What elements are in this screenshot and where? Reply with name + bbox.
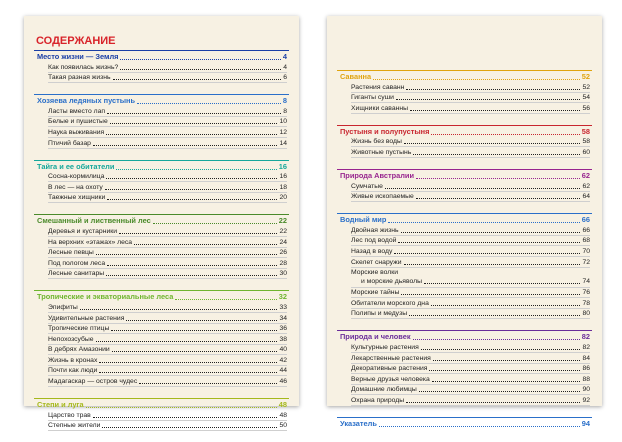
- toc-entry: [48, 313, 287, 324]
- toc-entry: [351, 309, 590, 320]
- toc-entry-page-number: 62: [582, 182, 590, 190]
- toc-entry: [351, 257, 590, 268]
- toc-entry-title: Растения саванн: [351, 83, 405, 91]
- dot-leader: [102, 427, 277, 428]
- dot-leader: [401, 294, 580, 295]
- toc-entry-page-number: 38: [279, 335, 287, 343]
- dot-leader: [153, 223, 277, 224]
- toc-entry-page-number: 52: [582, 83, 590, 91]
- toc-entry-page-number: 36: [279, 325, 287, 333]
- toc-entry: [351, 103, 590, 114]
- toc-entry-page-number: 84: [582, 354, 590, 362]
- right-toc: [337, 70, 592, 440]
- section-page-number: 48: [278, 400, 287, 410]
- toc-entry-title: Живые ископаемые: [351, 193, 414, 201]
- toc-entry-page-number: 76: [582, 289, 590, 297]
- dot-leader: [137, 103, 281, 104]
- dot-leader: [107, 113, 281, 114]
- toc-entry-title: Царство трав: [48, 411, 91, 419]
- dot-leader: [404, 143, 581, 144]
- toc-section: [34, 94, 289, 148]
- toc-entry: [351, 268, 590, 288]
- toc-entry-title: Как появилась жизнь?: [48, 63, 119, 71]
- dot-leader: [433, 360, 581, 361]
- toc-entry: [351, 395, 590, 406]
- toc-entry-title: Ласты вместо лап: [48, 107, 106, 115]
- dot-leader: [120, 69, 281, 70]
- section-page-number: 22: [278, 216, 287, 226]
- toc-entry-page-number: 8: [283, 107, 287, 115]
- toc-entry-title: Белые и пушистые: [48, 118, 108, 126]
- toc-entry-title: Под пологом леса: [48, 259, 106, 267]
- dot-leader: [409, 315, 580, 316]
- toc-entry-title: Верные друзья человека: [351, 375, 430, 383]
- section-heading: [34, 51, 289, 62]
- section-heading: [337, 126, 592, 137]
- toc-entry-title: В лес — на охоту: [48, 183, 103, 191]
- toc-entry-title: Сосна-кормилица: [48, 173, 105, 181]
- toc-entry-page-number: 72: [582, 258, 590, 266]
- dot-leader: [413, 339, 580, 340]
- dot-leader: [111, 330, 277, 331]
- toc-section: [337, 125, 592, 158]
- toc-entry-page-number: 64: [582, 193, 590, 201]
- toc-entry: [351, 192, 590, 203]
- section-page-number: 4: [282, 52, 287, 61]
- dot-leader: [175, 299, 276, 300]
- toc-entry-title: Лесные санитары: [48, 270, 105, 278]
- section-heading: [337, 170, 592, 181]
- toc-entry: [351, 82, 590, 93]
- toc-entry: [48, 269, 287, 280]
- dot-leader: [404, 264, 581, 265]
- dot-leader: [416, 178, 580, 179]
- dot-leader: [413, 154, 580, 155]
- dot-leader: [106, 275, 277, 276]
- toc-entry-lines: [351, 268, 590, 287]
- dot-leader: [112, 351, 278, 352]
- toc-entry-page-number: 82: [582, 343, 590, 351]
- toc-entry-title: Таежные хищники: [48, 194, 106, 202]
- toc-entry-page-number: 54: [582, 94, 590, 102]
- toc-entry-page-number: 30: [279, 270, 287, 278]
- toc-entry-title: Морские волки: [351, 268, 399, 276]
- toc-entry-page-number: 92: [582, 396, 590, 404]
- dot-leader: [120, 59, 280, 60]
- dot-leader: [424, 283, 580, 284]
- toc-entry: [48, 302, 287, 313]
- section-page-number: 94: [581, 418, 590, 428]
- toc-entry-title: Тропические птицы: [48, 325, 110, 333]
- toc-entry: [351, 353, 590, 364]
- toc-section: [337, 213, 592, 319]
- toc-section: [337, 70, 592, 114]
- dot-leader: [394, 253, 580, 254]
- toc-entry: [351, 298, 590, 309]
- toc-entry-page-number: 34: [279, 314, 287, 322]
- toc-entry: [48, 127, 287, 138]
- toc-entry: [351, 342, 590, 353]
- toc-entry: [48, 193, 287, 204]
- toc-entry-page-number: 50: [279, 422, 287, 430]
- toc-entry-title: Наука выживания: [48, 128, 105, 136]
- dot-leader: [110, 123, 278, 124]
- section-page-number: 62: [581, 170, 590, 180]
- toc-entry: [48, 117, 287, 128]
- toc-entry-page-number: 40: [279, 346, 287, 354]
- dot-leader: [105, 189, 278, 190]
- toc-entry-page-number: 42: [279, 356, 287, 364]
- section-page-number: 52: [581, 72, 590, 81]
- toc-entry: [48, 355, 287, 366]
- toc-entry-page-number: 90: [582, 386, 590, 394]
- section-heading: [34, 291, 289, 302]
- toc-entry-title: Степные жители: [48, 422, 101, 430]
- toc-section: [34, 290, 289, 387]
- toc-entry-title: Сумчатые: [351, 182, 383, 190]
- toc-entry: [48, 138, 287, 149]
- toc-entry: [351, 374, 590, 385]
- dot-leader: [99, 362, 277, 363]
- dot-leader: [116, 169, 276, 170]
- dot-leader: [93, 145, 278, 146]
- dot-leader: [396, 99, 581, 100]
- dot-leader: [113, 79, 282, 80]
- toc-entry: [48, 182, 287, 193]
- left-page: [24, 16, 299, 430]
- section-title: Тропические и экваториальные леса: [37, 292, 174, 302]
- toc-entry-page-number: 46: [279, 378, 287, 386]
- dot-leader: [134, 244, 277, 245]
- toc-entry-title-continued: и морские дьяволы: [361, 277, 422, 285]
- toc-entry-page-number: 66: [582, 226, 590, 234]
- section-title: Пустыня и полупустыня: [340, 126, 430, 136]
- toc-entry-title: Лекарственные растения: [351, 354, 431, 362]
- toc-section: [34, 50, 289, 83]
- toc-entry-title: Животные пустынь: [351, 148, 412, 156]
- toc-entry-page-number: 86: [582, 365, 590, 373]
- toc-entry-line2: [361, 277, 590, 286]
- toc-entry-page-number: 10: [279, 118, 287, 126]
- toc-entry: [48, 62, 287, 73]
- toc-entry-title: Жизнь в кронах: [48, 356, 98, 364]
- dot-leader: [401, 232, 581, 233]
- dot-leader: [93, 417, 278, 418]
- toc-entry: [48, 172, 287, 183]
- toc-section: [34, 160, 289, 204]
- dot-leader: [106, 178, 277, 179]
- dot-leader: [419, 391, 581, 392]
- toc-entry: [351, 225, 590, 236]
- toc-entry: [351, 181, 590, 192]
- dot-leader: [421, 349, 581, 350]
- toc-entry-title: Назад в воду: [351, 247, 393, 255]
- toc-entry-page-number: 58: [582, 138, 590, 146]
- toc-section: [34, 214, 289, 279]
- dot-leader: [96, 341, 278, 342]
- toc-entry: [351, 246, 590, 257]
- dot-leader: [107, 265, 277, 266]
- toc-entry-page-number: 26: [279, 249, 287, 257]
- dot-leader: [139, 383, 277, 384]
- toc-entry-page-number: 22: [279, 227, 287, 235]
- toc-entry-title: На верхних «этажах» леса: [48, 238, 133, 246]
- toc-entry-page-number: 6: [283, 74, 287, 82]
- toc-entry: [351, 236, 590, 247]
- section-page-number: 82: [581, 332, 590, 342]
- toc-entry-title: Скелет снаружи: [351, 258, 402, 266]
- toc-entry-title: Морские тайны: [351, 289, 400, 297]
- section-title: Саванна: [340, 72, 372, 81]
- dot-leader: [416, 198, 581, 199]
- dot-leader: [86, 407, 277, 408]
- toc-entry-page-number: 88: [582, 375, 590, 383]
- toc-entry-title: Эпифиты: [48, 303, 78, 311]
- dot-leader: [119, 233, 277, 234]
- toc-entry: [48, 248, 287, 259]
- toc-entry-title: Полипы и медузы: [351, 310, 408, 318]
- toc-entry: [48, 410, 287, 421]
- toc-entry-title: Обитатели морского дна: [351, 299, 429, 307]
- dot-leader: [431, 305, 581, 306]
- toc-entry-title: Гиганты суши: [351, 94, 394, 102]
- toc-section: [337, 169, 592, 202]
- section-title: Хозяева ледяных пустынь: [37, 96, 136, 106]
- toc-entry-page-number: 44: [279, 367, 287, 375]
- toc-entry: [48, 237, 287, 248]
- toc-entry: [48, 345, 287, 356]
- toc-entry: [351, 147, 590, 158]
- toc-entry-title: В дебрях Амазонии: [48, 346, 110, 354]
- dot-leader: [431, 134, 579, 135]
- toc-entry: [351, 137, 590, 148]
- toc-entry-page-number: 74: [582, 277, 590, 285]
- toc-entry-title: Лес под водой: [351, 237, 397, 245]
- toc-entry: [48, 421, 287, 432]
- dot-leader: [385, 188, 581, 189]
- section-title: Водный мир: [340, 215, 387, 225]
- toc-entry-page-number: 78: [582, 299, 590, 307]
- section-title: Тайга и ее обитатели: [37, 161, 115, 171]
- toc-entry-page-number: 80: [582, 310, 590, 318]
- toc-entry-title: Удивительные растения: [48, 314, 125, 322]
- dot-leader: [379, 426, 580, 427]
- toc-entry-title: Домашние любимцы: [351, 386, 417, 394]
- right-page: [327, 16, 602, 428]
- section-title: Место жизни — Земля: [37, 52, 119, 61]
- section-page-number: 32: [278, 292, 287, 302]
- section-page-number: 8: [282, 96, 287, 106]
- dot-leader: [406, 89, 580, 90]
- left-toc: [34, 34, 289, 442]
- section-heading: [34, 161, 289, 172]
- section-heading: [337, 418, 592, 429]
- section-page-number: 16: [278, 161, 287, 171]
- toc-entry: [48, 226, 287, 237]
- toc-entry-title: Культурные растения: [351, 343, 419, 351]
- toc-entry: [351, 364, 590, 375]
- section-page-number: 58: [581, 126, 590, 136]
- section-title: Природа Австралии: [340, 170, 414, 180]
- toc-entry-page-number: 14: [279, 139, 287, 147]
- toc-section: [34, 398, 289, 431]
- toc-entry: [48, 376, 287, 387]
- dot-leader: [107, 199, 277, 200]
- dot-leader: [106, 134, 277, 135]
- toc-entry: [351, 385, 590, 396]
- toc-entry: [48, 334, 287, 345]
- toc-entry-page-number: 56: [582, 104, 590, 112]
- page-title: СОДЕРЖАНИЕ: [36, 35, 116, 47]
- section-title: Смешанный и лиственный лес: [37, 216, 151, 226]
- toc-entry-title: Непохозсубые: [48, 335, 94, 343]
- toc-entry: [48, 258, 287, 269]
- toc-entry-page-number: 18: [279, 183, 287, 191]
- dot-leader: [388, 222, 579, 223]
- toc-entry-title: Лесные певцы: [48, 249, 94, 257]
- toc-section: [337, 330, 592, 406]
- toc-entry-title: Птичий базар: [48, 139, 91, 147]
- section-heading: [34, 399, 289, 410]
- toc-entry: [48, 366, 287, 377]
- toc-entry-title: Мадагаскар — остров чудес: [48, 378, 138, 386]
- toc-entry-page-number: 24: [279, 238, 287, 246]
- toc-entry-title: Декоративные растения: [351, 365, 428, 373]
- section-heading: [337, 331, 592, 342]
- toc-entry-title: Деревья и кустарники: [48, 227, 118, 235]
- section-title: Природа и человек: [340, 332, 411, 342]
- section-heading: [34, 95, 289, 106]
- toc-entry-title: Хищники саванны: [351, 104, 409, 112]
- section-heading: [337, 214, 592, 225]
- toc-entry-page-number: 28: [279, 259, 287, 267]
- toc-entry-page-number: 33: [279, 303, 287, 311]
- toc-entry-page-number: 48: [279, 411, 287, 419]
- toc-entry: [48, 73, 287, 84]
- toc-entry: [351, 288, 590, 299]
- dot-leader: [373, 79, 580, 80]
- dot-leader: [126, 320, 277, 321]
- toc-entry-page-number: 20: [279, 194, 287, 202]
- toc-entry-title: Почти как люди: [48, 367, 98, 375]
- dot-leader: [96, 254, 278, 255]
- dot-leader: [80, 309, 278, 310]
- toc-entry: [48, 106, 287, 117]
- toc-entry-page-number: 70: [582, 247, 590, 255]
- dot-leader: [99, 372, 277, 373]
- toc-entry-page-number: 16: [279, 173, 287, 181]
- toc-entry-title: Жизнь без воды: [351, 138, 402, 146]
- dot-leader: [406, 402, 580, 403]
- toc-entry-title: Охрана природы: [351, 396, 405, 404]
- toc-entry-page-number: 60: [582, 148, 590, 156]
- dot-leader: [410, 110, 580, 111]
- toc-entry-page-number: 4: [283, 63, 287, 71]
- section-heading: [34, 215, 289, 226]
- toc-entry: [48, 324, 287, 335]
- section-title: Степи и луга: [37, 400, 84, 410]
- toc-entry: [351, 93, 590, 104]
- toc-entry-page-number: 68: [582, 237, 590, 245]
- dot-leader: [398, 242, 580, 243]
- dot-leader: [429, 370, 580, 371]
- section-title: Указатель: [340, 418, 377, 428]
- dot-leader: [432, 381, 581, 382]
- section-page-number: 66: [581, 215, 590, 225]
- toc-entry-title: Двойная жизнь: [351, 226, 399, 234]
- toc-entry-page-number: 12: [279, 128, 287, 136]
- section-heading: [337, 71, 592, 82]
- toc-entry-title: Такая разная жизнь: [48, 74, 111, 82]
